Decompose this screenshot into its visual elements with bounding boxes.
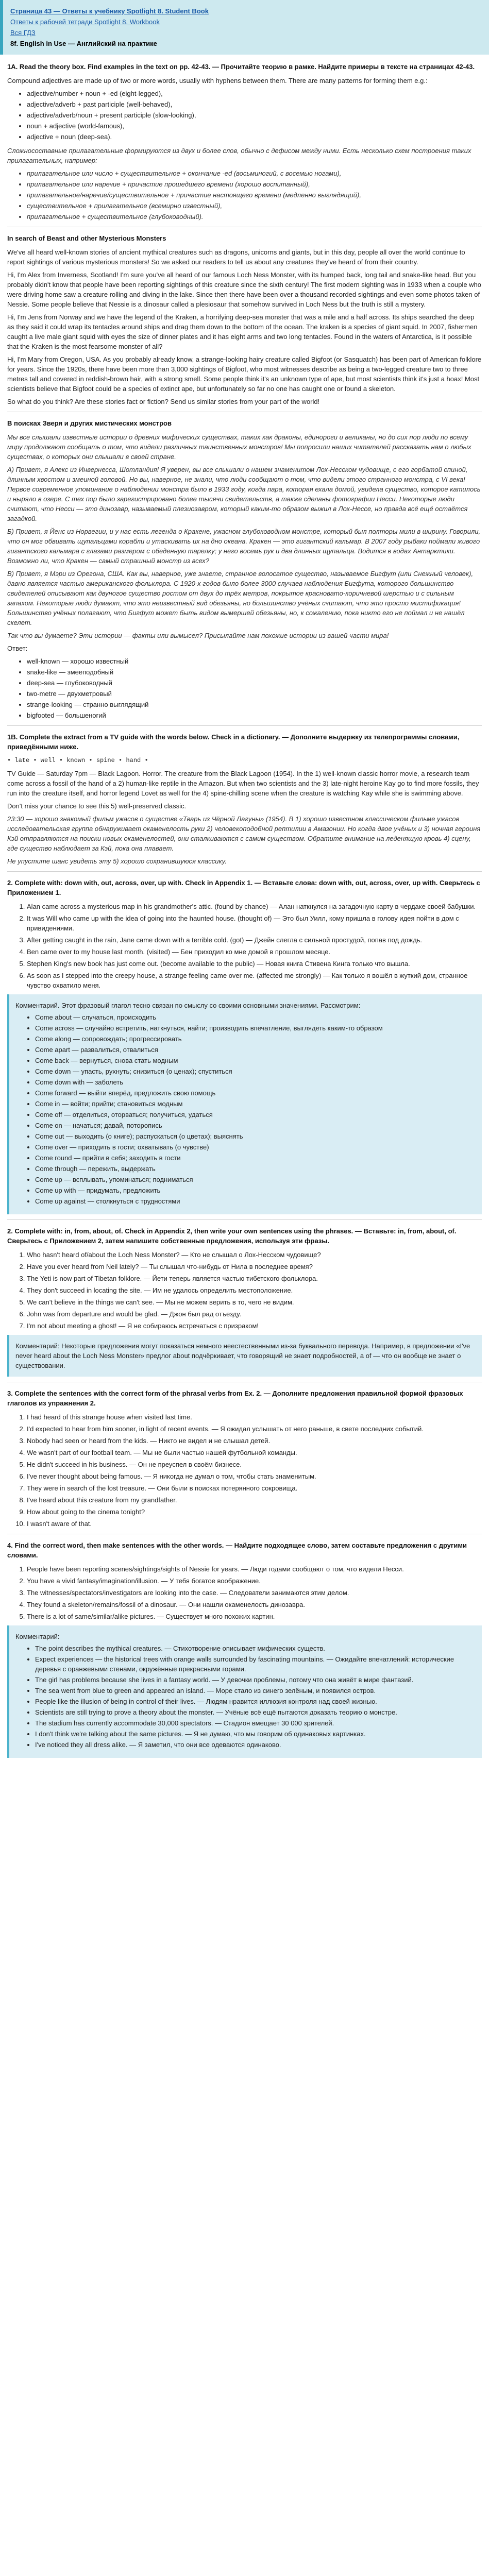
tv-guide-text: TV Guide — Saturday 7pm — Black Lagoon. Horror. The creature from the Black Lagoon (1954). In the 1) well-known classic horror movie, a research team come across a fossil of the hand of a 2) human-like reptile in the Amazon. But when two scientists and the 3) late-night heroine Kay go to find more fossils, they run into the creature itself, and horror legend Lovet as well for the 4) spine-chilling scene when the creature is watching Kay while she is swimming above. bbox=[7, 770, 479, 797]
exercise-item: 5. Stephen King's new book has just come out. (become available to the public) — Новая книга Стивена Кинга только что вышла. bbox=[27, 959, 482, 969]
comment-item: • Scientists are still trying to prove a theory about the monster. — Учёные всё ещё пытаются доказать теорию о монстре. bbox=[35, 1707, 476, 1717]
comment-list bbox=[15, 1643, 476, 1750]
article-ru-paragraph: В) Привет, я Мэри из Орегона, США. Как вы, наверное, уже знаете, странное волосатое существо, называемое Бигфут (или Снежный человек), давно является частью американского фольклора. С 1920-х годов было более 3000 случаев наблюдения Бигфута, которого большинство свидетелей описывают как двуногое существо ростом от двух до трёх метров, покрытое красновато-коричневой шерстью и с сильным запахом. Некоторые люди думают, что это неизвестный вид обезьяны, но большинство учёных считают, что это просто мистификация! Большинство учёных полагают, что Бигфут может быть видом вымершей обезьяны, но, к сожалению, пока никто его не поймал и не нашёл скелет. bbox=[7, 570, 474, 626]
exercise-item: 6. As soon as I stepped into the creepy house, a strange feeling came over me. (affected me strongly) — Как только я вошёл в жуткий дом, странное чувство охватило меня. bbox=[27, 971, 482, 990]
ru-pattern-item: • прилагательное или число + существительное + окончание -ed (восьминогий, с восемью ногами), bbox=[27, 168, 482, 178]
comment-item: • Come through — пережить, выдержать bbox=[35, 1164, 476, 1174]
comment-title: Комментарий: bbox=[15, 1633, 60, 1640]
exercise-item: 5. We can't believe in the things we can't see. — Мы не можем верить в то, чего не видим. bbox=[27, 1297, 482, 1307]
exercise-1a bbox=[0, 62, 489, 227]
exercise-item: 6. I've never thought about being famous. — Я никогда не думал о том, чтобы стать знаменитым. bbox=[27, 1471, 482, 1481]
article-paragraph: Hi, I'm Alex from Inverness, Scotland! I'm sure you've all heard of our famous Loch Ness Monster, with its humped back, long tail and snake-like head. But you probably didn't know that people have been reporting sightings of this creature since the sixth century! The first modern sighting was in 1933 when a couple who were driving home saw a creature rolling and diving in the lake. Since then there have been over a thousand recorded sightings and even some photos taken of Nessie. Some people believe that Nessie is a dinosaur called a plesiosaur that somehow survived in Loch Ness but the truth is still a mystery. bbox=[7, 271, 482, 308]
exercise-item: 7. They were in search of the lost treasure. — Они были в поисках потерянного сокровища. bbox=[27, 1483, 482, 1493]
exercise-2b-list bbox=[7, 1250, 482, 1331]
comment-item: • Come on — начаться; давай, поторопись bbox=[35, 1121, 476, 1130]
comment-item: • Come off — отделиться, оторваться; получиться, удаться bbox=[35, 1110, 476, 1120]
exercise-3-list bbox=[7, 1412, 482, 1529]
answer-item: • snake-like — змееподобный bbox=[27, 667, 482, 677]
exercise-3 bbox=[0, 1388, 489, 1534]
exercise-item: 5. He didn't succeed in his business. — Он не преуспел в своём бизнесе. bbox=[27, 1460, 482, 1469]
answer-item: • two-metre — двухметровый bbox=[27, 689, 482, 699]
article-ru-paragraph: Б) Привет, я Йенс из Норвегии, и у нас есть легенда о Кракене, ужасном глубоководном монстре, который был полторы мили в ширину. Говорили, что он мог обвивать щупальцами корабли и утаскивать их на дно океана. Кракен — это гигантский кальмар. В 2007 году рыбаки поймали живого гигантского кальмара с глазами размером с обеденную тарелку; у него восемь рук и два длинных щупальца. Водится в водах Антарктики. Возможно ли, что Кракен — самый страшный монстр из всех? bbox=[7, 528, 481, 565]
tv-guide-question: Don't miss your chance to see this 5) well-preserved classic. bbox=[7, 802, 187, 810]
ru-pattern-item: • прилагательное + существительное (глубоководный). bbox=[27, 212, 482, 222]
divider bbox=[7, 1219, 482, 1220]
exercise-item: 3. After getting caught in the rain, Jane came down with a terrible cold. (got) — Джейн слегла с сильной простудой, попав под дождь. bbox=[27, 935, 482, 945]
exercise-1a-title: 1A. Read the theory box. Find examples in the text on pp. 42-43. — Прочитайте теорию в рамке. Найдите примеры в тексте на страницах 42-43. bbox=[7, 63, 475, 71]
exercise-2 bbox=[0, 878, 489, 1220]
article-title: In search of Beast and other Mysterious Monsters bbox=[7, 234, 166, 242]
comment-item: • The sea went from blue to green and appeared an island. — Море стало из синего зелёным, и появился остров. bbox=[35, 1686, 476, 1696]
exercise-1b bbox=[0, 732, 489, 872]
comment-box bbox=[7, 994, 482, 1214]
exercise-item: 4. We wasn't part of our football team. — Мы не были частью нашей футбольной команды. bbox=[27, 1448, 482, 1458]
link-all-gdz[interactable]: Вся ГДЗ bbox=[10, 29, 36, 37]
exercise-item: 7. I'm not about meeting a ghost! — Я не собираюсь встречаться с призраком! bbox=[27, 1321, 482, 1331]
exercise-4-title: 4. Find the correct word, then make sentences with the other words. — Найдите подходящее слово, затем составьте предложения с другими словами. bbox=[7, 1541, 467, 1559]
exercise-2-title: 2. Complete with: down with, out, across, over, up with. Check in Appendix 1. — Вставьте слова: down with, out, across, over, up with. Сверьтесь с Приложением 1. bbox=[7, 879, 480, 896]
pattern-item: • noun + adjective (world-famous), bbox=[27, 121, 482, 131]
comment-item: • Come down with — заболеть bbox=[35, 1077, 476, 1087]
comment-item: • Come up with — придумать, предложить bbox=[35, 1185, 476, 1195]
exercise-item: 4. They don't succeed in locating the site. — Им не удалось определить местоположение. bbox=[27, 1285, 482, 1295]
comment-item: • I've noticed they all dress alike. — Я заметил, что они все одеваются одинаково. bbox=[35, 1740, 476, 1750]
exercise-2-list bbox=[7, 902, 482, 990]
exercise-item: 4. Ben came over to my house last month. (visited) — Бен приходил ко мне домой в прошлом месяце. bbox=[27, 947, 482, 957]
page-header bbox=[0, 0, 489, 55]
section-title: 8f. English in Use — Английский на практике bbox=[10, 40, 157, 47]
exercise-2b-title: 2. Complete with: in, from, about, of. Check in Appendix 2, then write your own sentences using the phrases. — Вставьте: in, from, about, of. Сверьтесь с Приложением 2, затем напишите собственные предложения, используя эти фразы. bbox=[7, 1227, 457, 1245]
exercise-item: 2. You have a vivid fantasy/imagination/illusion. — У тебя богатое воображение. bbox=[27, 1576, 482, 1586]
ru-pattern-item: • прилагательное/наречие/существительное + причастие настоящего времени (медленно выглядящий), bbox=[27, 190, 482, 200]
exercise-item: 1. People have been reporting scenes/sightings/sights of Nessie for years. — Люди годами сообщают о том, что видели Несси. bbox=[27, 1564, 482, 1574]
pattern-item: • adjective/adverb/noun + present participle (slow-looking), bbox=[27, 110, 482, 120]
exercise-item: 10. I wasn't aware of that. bbox=[27, 1519, 482, 1529]
comment-item: • Come back — вернуться, снова стать модным bbox=[35, 1056, 476, 1065]
comment-item: • Come across — случайно встретить, наткнуться, найти; производить впечатление, выглядеть каким-то образом bbox=[35, 1023, 476, 1033]
comment-text: Комментарий: Некоторые предложения могут показаться немного неестественными из-за буквального перевода. Например, в предложении «I've never heard about the Loch Ness Monster» предлог about подчёркивает, что говорящий не знает подробностей, а of — что он вообще не знает о существовании. bbox=[15, 1342, 470, 1369]
pattern-item: • adjective/number + noun + -ed (eight-legged), bbox=[27, 89, 482, 98]
comment-item: • Come about — случаться, происходить bbox=[35, 1012, 476, 1022]
answer-item: • well-known — хорошо известный bbox=[27, 656, 482, 666]
comment-item: • Come apart — развалиться, отвалиться bbox=[35, 1045, 476, 1055]
pattern-item: • adjective/adverb + past participle (well-behaved), bbox=[27, 99, 482, 109]
tv-guide-ru-question: Не упустите шанс увидеть эту 5) хорошо сохранившуюся классику. bbox=[7, 857, 227, 865]
divider bbox=[7, 871, 482, 872]
comment-item: • I don't think we're talking about the same pictures. — Я не думаю, что мы говорим об одинаковых картинках. bbox=[35, 1729, 476, 1739]
article-ru-paragraph: Мы все слышали известные истории о древних мифических существах, таких как драконы, единороги и великаны, но до сих пор люди по всему миру продолжают сообщать о том, что видели различных таинственных монстров! Мы попросили наших читателей рассказать нам о любых существах, о которых они слышали в своей стране. bbox=[7, 433, 471, 461]
exercise-item: 1. Alan came across a mysterious map in his grandmother's attic. (found by chance) — Алан наткнулся на загадочную карту в чердаке своей бабушки. bbox=[27, 902, 482, 911]
pattern-item: • adjective + noun (deep-sea). bbox=[27, 132, 482, 142]
ru-patterns-list bbox=[7, 168, 482, 222]
exercise-item: 6. John was from departure and would be glad. — Джон был рад отъезду. bbox=[27, 1309, 482, 1319]
exercise-item: 8. I've heard about this creature from my grandfather. bbox=[27, 1495, 482, 1505]
comment-item: • The girl has problems because she lives in a fantasy world. — У девочки проблемы, потому что она живёт в мире фантазий. bbox=[35, 1675, 476, 1685]
comment-title: Комментарий. Этот фразовый глагол тесно связан по смыслу со своими основными значениями. Рассмотрим: bbox=[15, 1002, 361, 1009]
article-ru-paragraph: А) Привет, я Алекс из Инвернесса, Шотландия! Я уверен, вы все слышали о нашем знаменитом Лох-Несском чудовище, с его горбатой спиной, длинным хвостом и змеиной головой. Но вы, наверное, не знали, что люди сообщают о том, что видели этого странного монстра, с VI века! Первое современное упоминание о наблюдении монстра было в 1933 году, когда пара, которая ехала домой, увидела существо, которое катилось и ныряло в озере. С тех пор было зарегистрировано более тысячи свидетельств, а также сделаны фотографии Несси. Некоторые люди считают, что Несси — это динозавр, называемый плезиозавром, который каким-то образом выжил в Лох-Нессе, но правда всё ещё остаётся загадкой. bbox=[7, 466, 481, 522]
article-paragraph: Hi, I'm Mary from Oregon, USA. As you probably already know, a strange-looking hairy creature called Bigfoot (or Sasquatch) has been part of American folklore for years. Since the 1920s, there have been more than 3,000 sightings of Bigfoot, who most witnesses describe as being a two-legged creature two to three metres tall and covered in reddish-brown hair, with a strong smell. Some people think it's an unknown type of ape, but most scientists think it's just a hoax! Most scientists believe that Bigfoot could be a species of extinct ape, but unfortunately so far no one has caught one or found a skeleton. bbox=[7, 355, 482, 393]
comment-item: • Come along — сопровождать; прогрессировать bbox=[35, 1034, 476, 1044]
article-ru-paragraph: Так что вы думаете? Эти истории — факты или вымысел? Присылайте нам похожие истории из вашей части мира! bbox=[7, 632, 389, 639]
exercise-item: 4. They found a skeleton/remains/fossil of a dinosaur. — Они нашли окаменелость динозавра. bbox=[27, 1600, 482, 1609]
comment-item: • Come in — войти; прийти; становиться модным bbox=[35, 1099, 476, 1109]
exercise-1b-title: 1B. Complete the extract from a TV guide with the words below. Check in a dictionary. — Дополните выдержку из телепрограммы словами, приведёнными ниже. bbox=[7, 733, 460, 751]
exercise-item: 1. Who hasn't heard of/about the Loch Ness Monster? — Кто не слышал о Лох-Несском чудовище? bbox=[27, 1250, 482, 1260]
article-paragraph: So what do you think? Are these stories fact or fiction? Send us similar stories from your part of the world! bbox=[7, 398, 320, 405]
exercise-item: 9. How about going to the cinema tonight? bbox=[27, 1507, 482, 1517]
exercise-item: 3. The Yeti is now part of Tibetan folklore. — Йети теперь является частью тибетского фольклора. bbox=[27, 1274, 482, 1283]
comment-item: • The point describes the mythical creatures. — Стихотворение описывает мифических существ. bbox=[35, 1643, 476, 1653]
patterns-list bbox=[7, 89, 482, 142]
exercise-item: 2. Have you ever heard from Neil lately? — Ты слышал что-нибудь от Нила в последнее время? bbox=[27, 1262, 482, 1272]
link-student-book[interactable]: Страница 43 — Ответы к учебнику Spotlight 8. Student Book bbox=[10, 7, 209, 15]
comment-item: • The stadium has currently accommodate 30,000 spectators. — Стадион вмещает 30 000 зрителей. bbox=[35, 1718, 476, 1728]
article-paragraph: We've all heard well-known stories of ancient mythical creatures such as dragons, unicorns and giants, but in this day, people all over the world continue to report sightings of various mysterious monsters! So we asked our readers to tell us about any creatures they've heard of from their country. bbox=[7, 248, 465, 266]
answers-list bbox=[7, 656, 482, 720]
comment-item: • Come out — выходить (о книге); распускаться (о цветах); выяснять bbox=[35, 1131, 476, 1141]
exercise-item: 1. I had heard of this strange house when visited last time. bbox=[27, 1412, 482, 1422]
exercise-item: 5. There is a lot of same/similar/alike pictures. — Существует много похожих картин. bbox=[27, 1612, 482, 1621]
exercise-4-list bbox=[7, 1564, 482, 1621]
answer-item: • bigfooted — большеногий bbox=[27, 710, 482, 720]
search-article bbox=[0, 233, 489, 726]
comment-item: • Come forward — выйти вперёд, предложить свою помощь bbox=[35, 1088, 476, 1098]
exercise-item: 3. Nobody had seen or heard from the kids. — Никто не видел и не слышал детей. bbox=[27, 1436, 482, 1446]
article-ru-title: В поисках Зверя и других мистических монстров bbox=[7, 419, 172, 427]
exercise-4 bbox=[0, 1540, 489, 1758]
comment-item: • Come up against — столкнуться с трудностями bbox=[35, 1196, 476, 1206]
comment-box bbox=[7, 1625, 482, 1758]
comment-item: • Come up — всплывать, упоминаться; подниматься bbox=[35, 1175, 476, 1184]
divider bbox=[7, 725, 482, 726]
link-workbook[interactable]: Ответы к рабочей тетради Spotlight 8. Workbook bbox=[10, 18, 160, 26]
comment-item: • Expect experiences — the historical trees with orange walls surrounded by fascinating mountains. — Ожидайте впечатлений: исторические деревья с оранжевыми стенами, окружённые прекрасными горами. bbox=[35, 1654, 476, 1674]
exercise-3-title: 3. Complete the sentences with the correct form of the phrasal verbs from Ex. 2. — Дополните предложения правильной формой фразовых глаголов из упражнения 2. bbox=[7, 1389, 463, 1407]
comment-item: • Come round — прийти в себя; заходить в гости bbox=[35, 1153, 476, 1163]
exercise-item: 2. It was Will who came up with the idea of going into the haunted house. (thought of) — Это был Уилл, кому пришла в голову идея пойти в дом с привидениями. bbox=[27, 913, 482, 933]
answer-item: • strange-looking — странно выглядящий bbox=[27, 700, 482, 709]
comment-item: • People like the illusion of being in control of their lives. — Людям нравится иллюзия контроля над своей жизнью. bbox=[35, 1697, 476, 1706]
exercise-item: 2. I'd expected to hear from him sooner, in light of recent events. — Я ожидал услышать от него раньше, в свете последних событий. bbox=[27, 1424, 482, 1434]
tv-guide-ru-text: 23:30 — хорошо знакомый фильм ужасов о существе «Тварь из Чёрной Лагуны» (1954). В 1) хорошо известном классическом фильме ужасов исследовательская группа обнаруживает окаменелость руки 2) человекоподобной рептилии в Амазонии. Но когда двое учёных и 3) ночная героиня Кэй отправляются на поиски новых окаменелостей, они сталкиваются с самим существом. Обратите внимание на леденящую кровь 4) сцену, где существо наблюдает за Кэй, пока она плавает. bbox=[7, 815, 481, 852]
comment-item: • Come down — упасть, рухнуть; снизиться (о ценах); спуститься bbox=[35, 1066, 476, 1076]
ru-pattern-item: • существительное + прилагательное (всемирно известный), bbox=[27, 201, 482, 211]
article-paragraph: Hi, I'm Jens from Norway and we have the legend of the Kraken, a horrifying deep-sea monster that was a mile and a half across. Its ships searched the deep as they said it could wrap its tentacles around ships and drag them down to the bottom of the ocean. The kraken is a species of giant squid. In 2007, fishermen caught a live male giant squid with eyes the size of dinner plates and it has eight arms and two long tentacles. Found in the waters of Antarctica, is it possible that the Kraken is the most fearsome monster of all? bbox=[7, 313, 478, 350]
exercise-2b bbox=[0, 1226, 489, 1382]
comment-list bbox=[15, 1012, 476, 1206]
exercise-item: 3. The witnesses/spectators/investigators are looking into the case. — Следователи занимаются этим делом. bbox=[27, 1588, 482, 1598]
ru-pattern-item: • прилагательное или наречие + причастие прошедшего времени (хорошо воспитанный), bbox=[27, 179, 482, 189]
comment-box bbox=[7, 1335, 482, 1377]
answer-item: • deep-sea — глубоководный bbox=[27, 678, 482, 688]
answer-label: Ответ: bbox=[7, 645, 28, 652]
exercise-1a-intro: Compound adjectives are made up of two or more words, usually with hyphens between them. There are many patterns for forming them e.g.: bbox=[7, 77, 428, 84]
comment-item: • Come over — приходить в гости; охватывать (о чувстве) bbox=[35, 1142, 476, 1152]
word-bank: • late • well • known • spine • hand • bbox=[7, 757, 148, 764]
exercise-1a-ru-intro: Сложносоставные прилагательные формируются из двух и более слов, обычно с дефисом между ними. Есть несколько схем построения таких прилагательных, например: bbox=[7, 147, 471, 164]
